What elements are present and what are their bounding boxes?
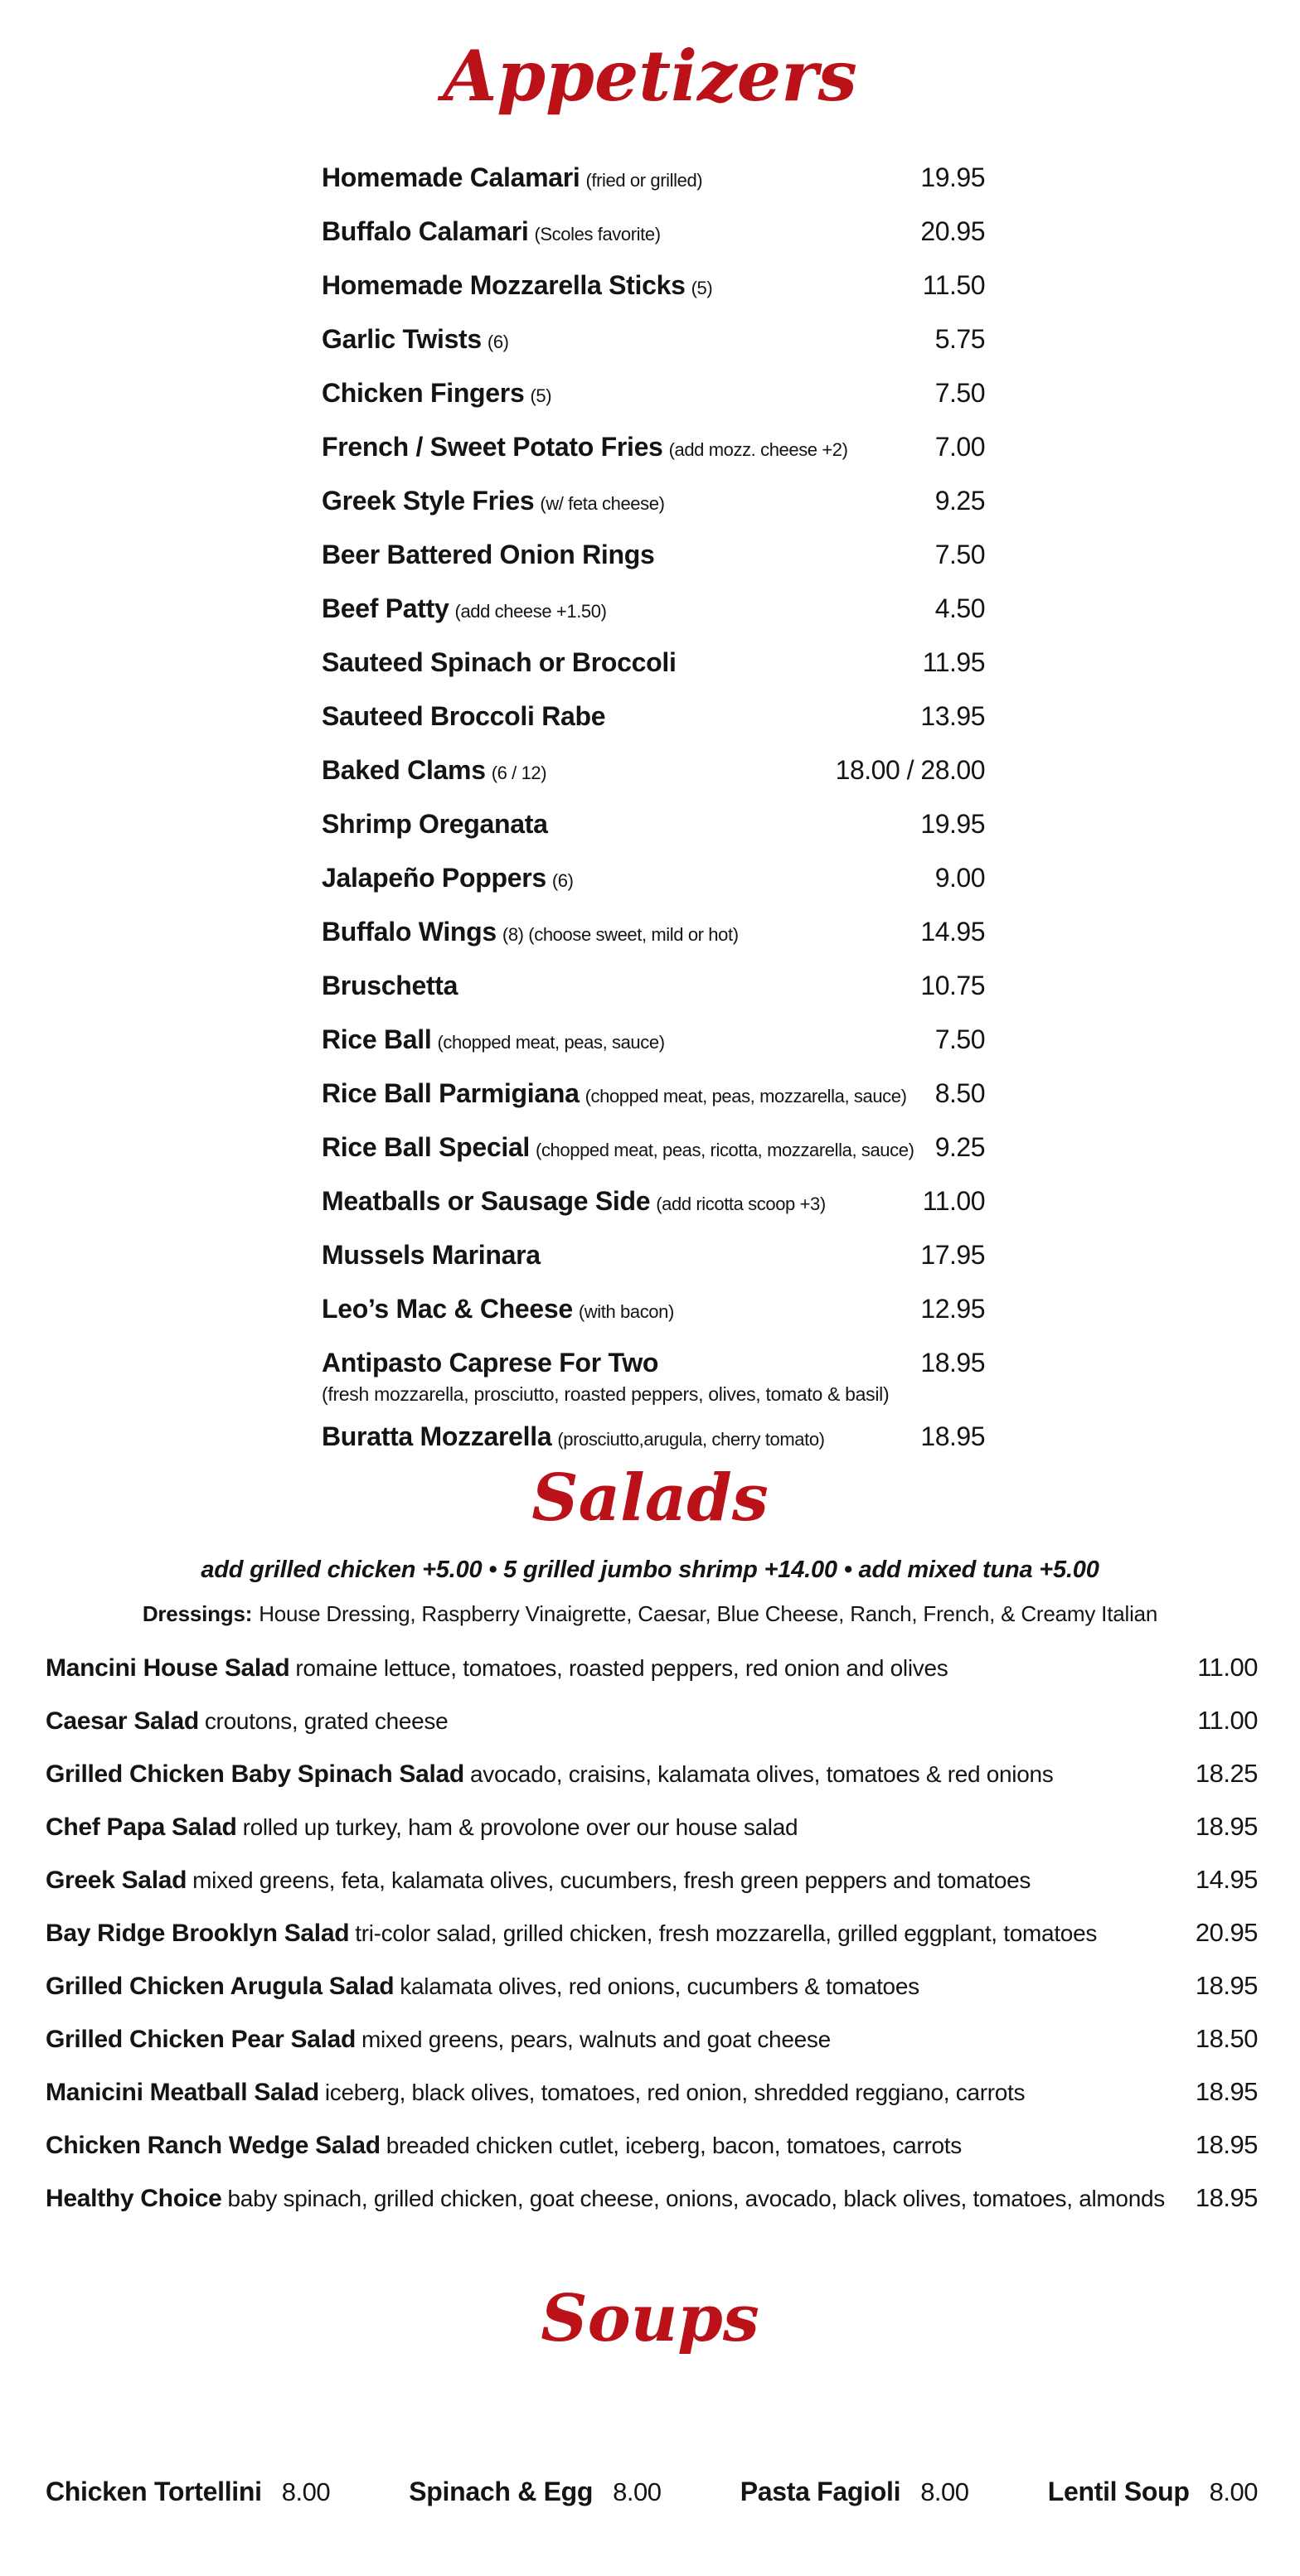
item-name: Beef Patty [322,593,449,623]
menu-item-row [740,2477,969,2507]
menu-item-row [322,646,985,685]
item-note: (5) [691,278,713,298]
item-name: Lentil Soup [1047,2477,1190,2506]
item-description: baby spinach, grilled chicken, goat cheese, onions, avocado, black olives, tomatoes, almonds [227,2186,1165,2211]
menu-item-row [46,1651,1258,1688]
menu-item-row [322,538,985,577]
item-price: 18.95 [1195,2130,1258,2159]
item-price: 17.95 [920,1240,985,1270]
dressings-line [0,1601,1300,1627]
item-name: Spinach & Egg [409,2477,594,2506]
item-note: (Scoles favorite) [534,224,661,245]
item-name: Caesar Salad [46,1707,199,1735]
dressings-label: Dressings: [142,1601,253,1626]
item-name: Homemade Calamari [322,162,580,192]
item-description: iceberg, black olives, tomatoes, red onion, shredded reggiano, carrots [324,2080,1026,2105]
item-note: (with bacon) [578,1301,674,1322]
item-name: Chicken Tortellini [46,2477,262,2506]
item-price: 11.00 [1197,1653,1258,1682]
item-price: 20.95 [920,216,985,246]
item-name: Leo’s Mac & Cheese [322,1294,573,1324]
menu-item-row [46,1863,1258,1901]
item-name: Bruschetta [322,971,458,1000]
item-name: Buffalo Wings [322,917,497,947]
item-name: Beer Battered Onion Rings [322,540,655,569]
item-price: 12.95 [920,1294,985,1324]
menu-item-row [322,1346,985,1385]
menu-item-row [46,1916,1258,1954]
item-name: Pasta Fagioli [740,2477,901,2506]
menu-item-row [322,1184,985,1223]
item-price: 18.95 [1195,2183,1258,2212]
item-price: 10.75 [920,971,985,1000]
menu-item-row [322,322,985,361]
item-name: Homemade Mozzarella Sticks [322,270,686,300]
item-description: romaine lettuce, tomatoes, roasted peppers, red onion and olives [295,1655,948,1681]
item-name: Greek Salad [46,1867,187,1894]
menu-item-row [322,1131,985,1169]
item-name: Jalapeño Poppers [322,863,546,893]
item-price: 7.50 [934,378,985,408]
item-note: (chopped meat, peas, mozzarella, sauce) [585,1086,907,1106]
item-price: 8.00 [281,2477,331,2506]
salads-heading: Salads [531,1460,769,1536]
item-name: Chicken Ranch Wedge Salad [46,2132,381,2159]
item-name: French / Sweet Potato Fries [322,432,663,462]
item-price: 5.75 [934,324,985,354]
item-price: 19.95 [920,162,985,192]
menu-item-row [322,807,985,846]
item-note: (8) (choose sweet, mild or hot) [502,924,739,945]
item-name: Rice Ball Special [322,1132,531,1162]
item-name: Shrimp Oreganata [322,809,548,839]
item-price: 18.95 [1195,2077,1258,2106]
item-price: 18.95 [1195,1812,1258,1841]
item-price: 18.95 [920,1348,985,1378]
item-price: 7.50 [934,540,985,569]
appetizers-heading: Appetizers [443,35,857,117]
menu-item-row [46,2477,330,2507]
item-price: 8.00 [613,2477,662,2506]
item-price: 8.50 [934,1078,985,1108]
item-note: (6) [487,332,509,352]
item-name: Buffalo Calamari [322,216,529,246]
item-price: 18.50 [1195,2024,1258,2053]
item-price: 9.25 [934,486,985,516]
menu-item-row [46,2075,1258,2113]
item-note: (add mozz. cheese +2) [668,439,848,460]
menu-item-row [46,1704,1258,1741]
item-price: 18.25 [1195,1759,1258,1788]
item-description: rolled up turkey, ham & provolone over our house salad [242,1814,798,1840]
item-name: Mancini House Salad [46,1654,290,1682]
item-price: 9.25 [934,1132,985,1162]
menu-item-row [322,215,985,254]
item-name: Healthy Choice [46,2185,222,2212]
item-name: Mussels Marinara [322,1240,541,1270]
item-name: Bay Ridge Brooklyn Salad [46,1920,350,1947]
item-description: croutons, grated cheese [204,1708,449,1734]
item-price: 19.95 [920,809,985,839]
item-price: 8.00 [1209,2477,1258,2506]
item-name: Garlic Twists [322,324,482,354]
item-name: Buratta Mozzarella [322,1421,552,1451]
salad-addons-line: add grilled chicken +5.00 • 5 grilled jumbo shrimp +14.00 • add mixed tuna +5.00 [201,1557,1099,1583]
item-description: mixed greens, feta, kalamata olives, cucumbers, fresh green peppers and tomatoes [192,1867,1031,1893]
item-price: 8.00 [920,2477,969,2506]
item-description: (fresh mozzarella, prosciutto, roasted peppers, olives, tomato & basil) [322,1383,890,1405]
item-description: breaded chicken cutlet, iceberg, bacon, tomatoes, carrots [386,2133,962,2158]
item-name: Baked Clams [322,755,486,785]
soups-list [46,2477,1258,2507]
item-note: (chopped meat, peas, ricotta, mozzarella, sauce) [536,1140,914,1160]
appetizers-list [322,161,985,1474]
item-note: (6) [551,870,574,891]
menu-item-row [322,1238,985,1277]
menu-item-row [322,376,985,415]
item-name: Grilled Chicken Pear Salad [46,2026,357,2053]
item-name: Grilled Chicken Baby Spinach Salad [46,1760,464,1788]
menu-item-row [322,969,985,1008]
menu-item-row [322,161,985,200]
item-price: 14.95 [920,917,985,947]
item-price: 18.00 / 28.00 [835,755,985,785]
menu-item-row [46,2181,1258,2219]
item-name: Rice Ball Parmigiana [322,1078,580,1108]
item-name: Antipasto Caprese For Two [322,1348,659,1378]
menu-item-row [322,700,985,738]
menu-item-row [322,753,985,792]
menu-item-row [322,1292,985,1331]
item-name: Manicini Meatball Salad [46,2079,319,2106]
menu-item-row [46,1810,1258,1847]
soups-heading: Soups [541,2281,759,2356]
menu-item-row [46,2128,1258,2166]
menu-item-row [322,592,985,631]
item-name: Chicken Fingers [322,378,525,408]
item-note: (fried or grilled) [585,170,703,191]
item-name: Sauteed Broccoli Rabe [322,701,606,731]
item-note: (6 / 12) [491,763,547,783]
dressings-list: House Dressing, Raspberry Vinaigrette, Caesar, Blue Cheese, Ranch, French, & Creamy Italian [259,1601,1158,1626]
menu-item-row [1048,2477,1258,2507]
item-name: Rice Ball [322,1024,432,1054]
menu-item-row [322,1023,985,1062]
item-description: tri-color salad, grilled chicken, fresh mozzarella, grilled eggplant, tomatoes [355,1920,1098,1946]
item-price: 9.00 [934,863,985,893]
item-note: (prosciutto,arugula, cherry tomato) [557,1429,825,1450]
item-note: (chopped meat, peas, sauce) [437,1032,665,1053]
item-description: mixed greens, pears, walnuts and goat cheese [361,2026,831,2052]
menu-item-row [46,2022,1258,2060]
item-note: (add cheese +1.50) [454,601,607,622]
item-price: 11.00 [922,1186,985,1216]
menu-item-row [322,269,985,307]
menu-item-row [322,861,985,900]
item-name: Chef Papa Salad [46,1813,237,1841]
item-note: (add ricotta scoop +3) [656,1194,826,1214]
item-price: 18.95 [920,1421,985,1451]
item-price: 18.95 [1195,1971,1258,2000]
menu-item-row [322,430,985,469]
item-description: kalamata olives, red onions, cucumbers & tomatoes [400,1973,919,1999]
item-price: 11.00 [1197,1706,1258,1735]
item-price: 11.50 [922,270,985,300]
menu-item-row [322,1420,985,1459]
menu-item-row [409,2477,661,2507]
item-price: 20.95 [1195,1918,1258,1947]
item-note: (5) [530,385,552,406]
item-price: 13.95 [920,701,985,731]
menu-item-row [322,915,985,954]
menu-item-row [322,484,985,523]
item-price: 11.95 [922,647,985,677]
item-price: 4.50 [934,593,985,623]
menu-item-row [322,1077,985,1116]
item-description: avocado, craisins, kalamata olives, tomatoes & red onions [469,1761,1054,1787]
item-price: 14.95 [1195,1865,1258,1894]
menu-item-row [46,1969,1258,2007]
salads-list [46,1651,1258,2235]
menu-item-row [46,1757,1258,1794]
item-name: Grilled Chicken Arugula Salad [46,1973,395,2000]
item-name: Greek Style Fries [322,486,535,516]
item-note: (w/ feta cheese) [540,493,665,514]
item-price: 7.00 [934,432,985,462]
item-name: Sauteed Spinach or Broccoli [322,647,677,677]
item-price: 7.50 [934,1024,985,1054]
item-name: Meatballs or Sausage Side [322,1186,651,1216]
